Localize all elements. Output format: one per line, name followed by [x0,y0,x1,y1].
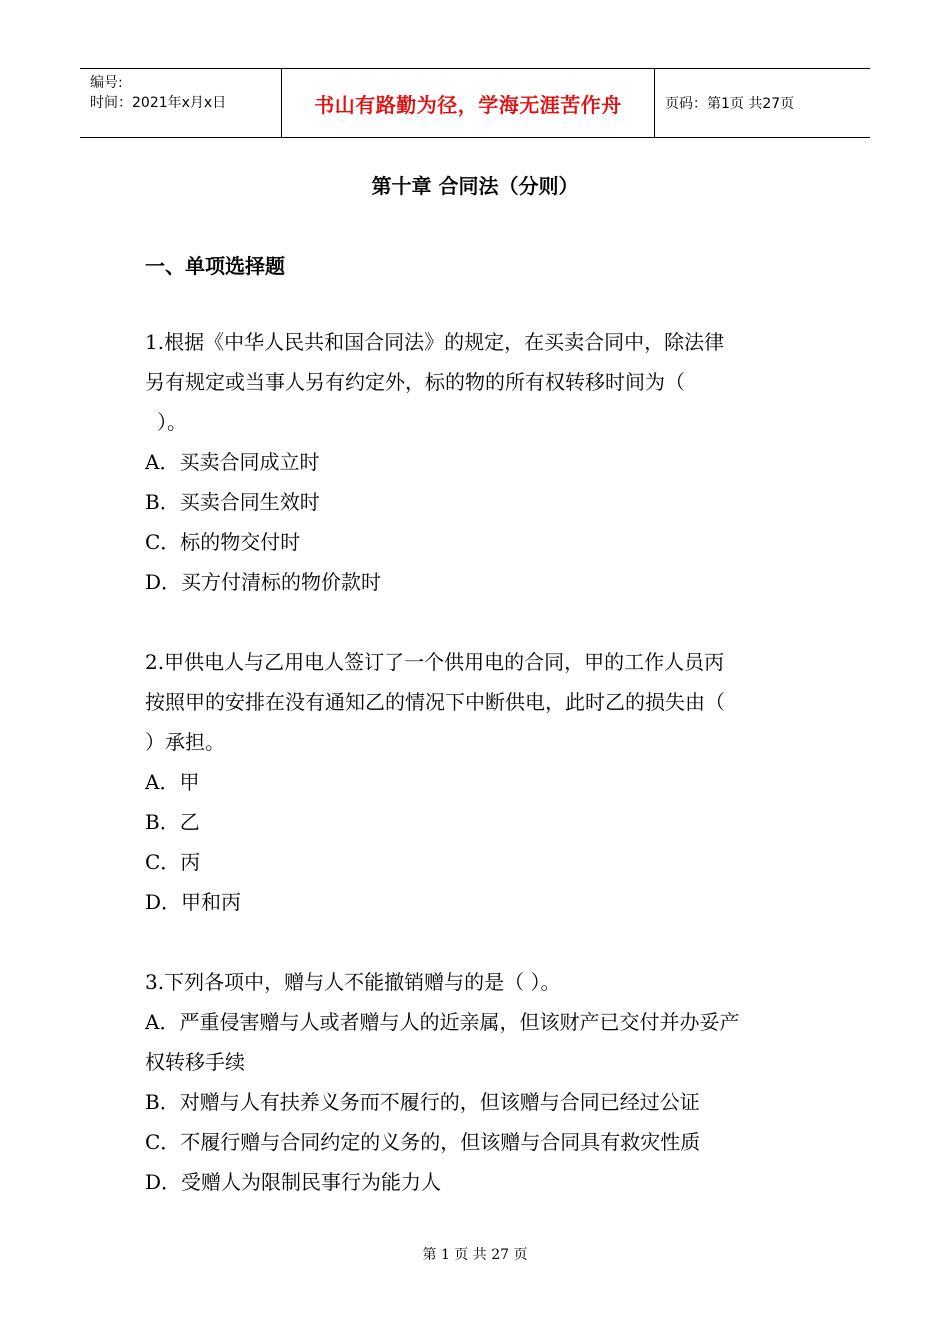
option-b: B．对赠与人有扶养义务而不履行的，但该赠与合同已经过公证 [145,1090,700,1114]
option-b: B．买卖合同生效时 [145,490,320,514]
option-a: A．严重侵害赠与人或者赠与人的近亲属，但该财产已交付并办妥产 [145,1010,740,1034]
header-meta [80,69,282,137]
question-stem-line: 另有规定或当事人另有约定外，标的物的所有权转移时间为（ [145,370,685,394]
question-stem-line: 按照甲的安排在没有通知乙的情况下中断供电，此时乙的损失由（ [145,690,725,714]
option-d: D．买方付清标的物价款时 [145,570,382,594]
question-stem-line: ）。 [157,410,187,434]
option-a: A．买卖合同成立时 [145,450,320,474]
motto-text: 书山有路勤为径，学海无涯苦作舟 [314,92,622,117]
question-3 [145,962,810,1202]
option-b: B．乙 [145,810,200,834]
question-1 [145,322,810,602]
question-list [145,322,810,1242]
page-footer: 第 1 页 共 27 页 [422,1247,528,1263]
option-c: C．标的物交付时 [145,530,301,554]
page-header [80,68,870,138]
question-stem-line: 3.下列各项中，赠与人不能撤销赠与的是（ ）。 [145,970,561,994]
header-motto-cell [282,69,655,137]
chapter-title: 第十章 合同法（分则） [371,174,579,198]
question-stem-line: 1.根据《中华人民共和国合同法》的规定，在买卖合同中，除法律 [145,330,725,354]
page-info: 页码：第1页 共27页 [665,96,795,112]
question-2 [145,642,810,922]
question-stem-line: 2.甲供电人与乙用电人签订了一个供用电的合同，甲的工作人员丙 [145,650,725,674]
header-page-info-cell [655,69,870,137]
section-title: 一、单项选择题 [145,254,285,278]
option-a-continued: 权转移手续 [145,1050,245,1074]
option-d: D．甲和丙 [145,890,242,914]
option-c: C．不履行赠与合同约定的义务的，但该赠与合同具有救灾性质 [145,1130,701,1154]
option-d: D．受赠人为限制民事行为能力人 [145,1170,442,1194]
option-c: C．丙 [145,850,201,874]
number-label: 编号: [90,75,123,91]
question-stem-line: ）承担。 [145,730,225,754]
option-a: A．甲 [145,770,200,794]
time-label: 时间：2021年x月x日 [90,95,227,111]
